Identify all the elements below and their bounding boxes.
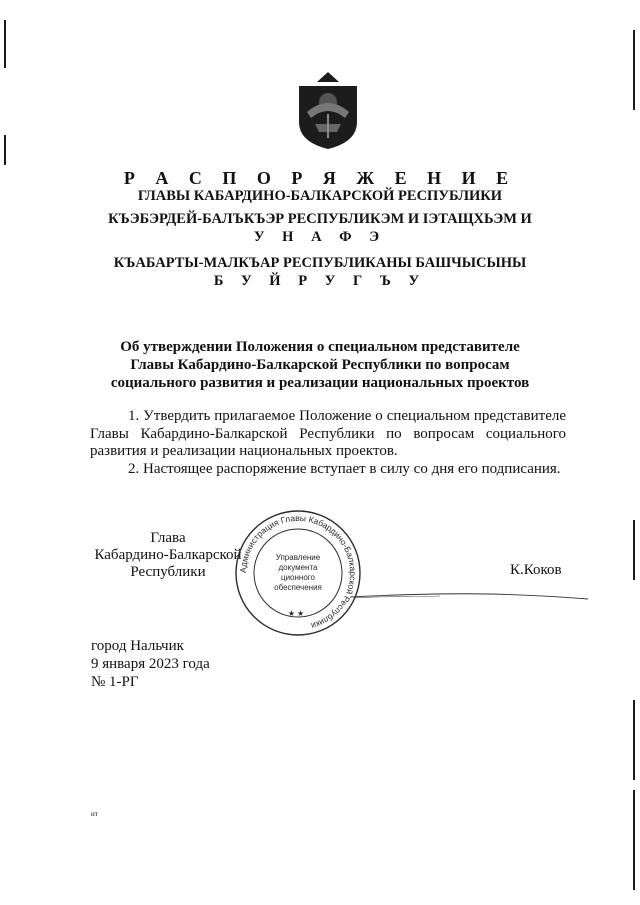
clerk-mark: нт: [91, 810, 98, 818]
stamp-inner-text: обеспечения: [274, 583, 322, 592]
scan-edge-mark: [633, 790, 635, 890]
issuer-ru: ГЛАВЫ КАБАРДИНО-БАЛКАРСКОЙ РЕСПУБЛИКИ: [137, 188, 503, 204]
scan-edge-mark: [633, 30, 635, 110]
document-type-kabardian: У Н А Ф Э: [253, 229, 387, 245]
signatory-title-line: Глава: [150, 530, 186, 546]
scan-edge-mark: [633, 700, 635, 780]
issuer-balkar: КЪАБАРТЫ-МАЛКЪАР РЕСПУБЛИКАНЫ БАШЧЫСЫНЫ: [113, 255, 527, 271]
handwritten-signature: [350, 585, 590, 605]
coat-of-arms-icon: [297, 72, 359, 150]
document-number: № 1-РГ: [91, 674, 139, 690]
stamp-ring-text: Администрация Главы Кабардино-Балкарской Республики: [237, 512, 359, 632]
stamp-inner-text: Управление: [275, 553, 321, 562]
stamp-inner-text: ционного: [281, 573, 315, 582]
official-stamp: [233, 508, 363, 638]
place-of-signing: город Нальчик: [91, 638, 184, 654]
document-subject: [80, 338, 560, 392]
scan-edge-mark: [4, 135, 6, 165]
scan-edge-mark: [633, 520, 635, 580]
document-type-balkar: Б У Й Р У Г Ъ У: [213, 273, 427, 289]
signatory-title-line: Кабардино-Балкарской: [94, 547, 242, 563]
subject-line: Об утверждении Положения о специальном представителе: [120, 339, 520, 355]
subject-line: социального развития и реализации национальных проектов: [110, 375, 530, 391]
subject-line: Главы Кабардино-Балкарской Республики по вопросам: [130, 357, 510, 373]
stamp-star-icon: ★ ★: [287, 609, 305, 618]
paragraph-1: 1. Утвердить прилагаемое Положение о специальном представителе Главы Кабардино-Балкарской Республики по вопросам социального развития и реализации национальных проектов.: [90, 408, 566, 459]
signatory-title: [88, 530, 248, 581]
signatory-title-line: Республики: [130, 564, 206, 580]
stamp-inner-text: документа: [278, 563, 318, 572]
scan-edge-mark: [4, 20, 6, 68]
signatory-name: К.Коков: [510, 562, 562, 578]
document-type-title: Р А С П О Р Я Ж Е Н И Е: [123, 168, 517, 188]
issuer-kabardian: КЪЭБЭРДЕЙ-БАЛЪКЪЭР РЕСПУБЛИКЭМ И ІЭТАЩХЬЭМ И: [108, 211, 532, 227]
document-date: 9 января 2023 года: [91, 656, 210, 672]
paragraph-2: 2. Настоящее распоряжение вступает в силу со дня его подписания.: [128, 461, 561, 477]
